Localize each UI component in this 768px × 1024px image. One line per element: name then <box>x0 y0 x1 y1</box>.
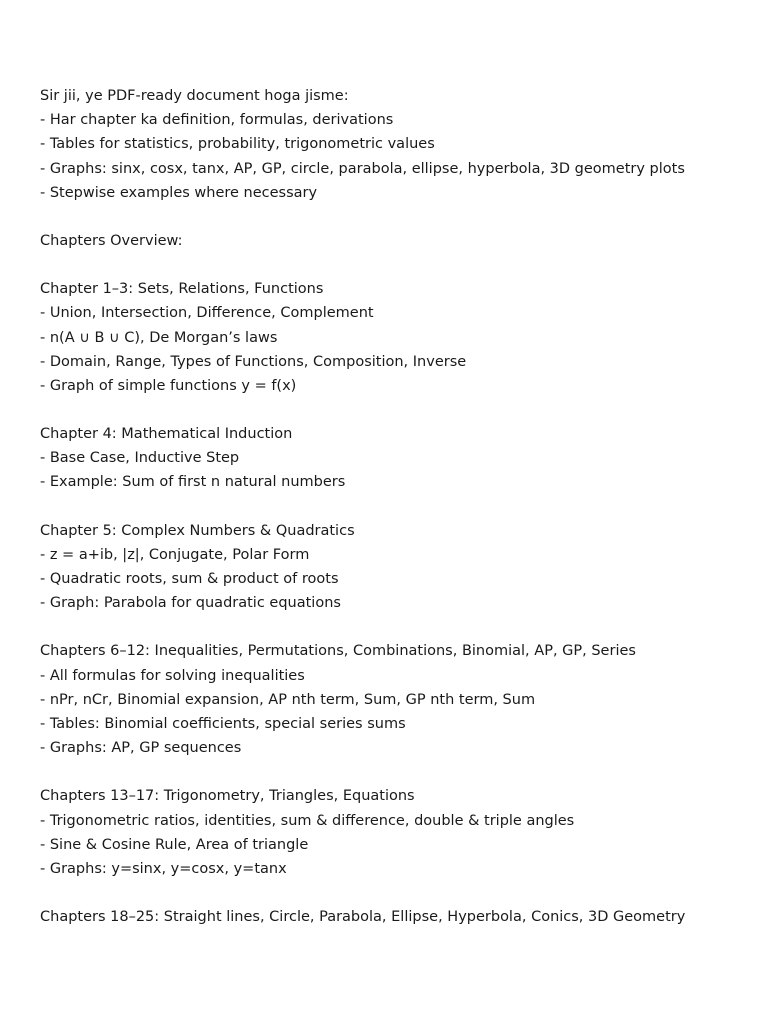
chapter-title: Chapter 5: Complex Numbers & Quadratics <box>40 522 355 539</box>
chapter-title: Chapters 13–17: Trigonometry, Triangles, Equations <box>40 788 415 805</box>
chapter-item: - Graph of simple functions y = f(x) <box>40 377 297 394</box>
spacer <box>40 497 727 521</box>
chapter-item: - nPr, nCr, Binomial expansion, AP nth term, Sum, GP nth term, Sum <box>40 691 536 708</box>
overview-title: Chapters Overview: <box>40 232 183 249</box>
spacer <box>40 617 727 641</box>
intro-item: - Har chapter ka definition, formulas, derivations <box>40 112 394 129</box>
document-page <box>40 86 727 931</box>
chapter-item: - Graphs: AP, GP sequences <box>40 740 242 757</box>
chapter-section <box>40 641 727 758</box>
intro-section <box>40 86 727 203</box>
spacer <box>40 207 727 231</box>
chapter-title: Chapters 18–25: Straight lines, Circle, Parabola, Ellipse, Hyperbola, Conics, 3D Geometry <box>40 909 686 926</box>
spacer <box>40 400 727 424</box>
spacer <box>40 883 727 907</box>
chapter-title: Chapter 1–3: Sets, Relations, Functions <box>40 281 324 298</box>
chapter-item: - Domain, Range, Types of Functions, Composition, Inverse <box>40 353 467 370</box>
intro-heading: Sir jii, ye PDF-ready document hoga jisme: <box>40 88 349 104</box>
chapter-item: - Example: Sum of first n natural numbers <box>40 474 346 491</box>
chapter-title: Chapter 4: Mathematical Induction <box>40 426 293 443</box>
chapter-section <box>40 907 727 927</box>
chapter-item: - Sine & Cosine Rule, Area of triangle <box>40 836 309 853</box>
chapter-item: - n(A ∪ B ∪ C), De Morgan’s laws <box>40 329 278 346</box>
intro-item: - Tables for statistics, probability, trigonometric values <box>40 136 435 153</box>
chapter-item: - Quadratic roots, sum & product of roots <box>40 571 339 587</box>
spacer <box>40 762 727 786</box>
chapter-section <box>40 279 727 396</box>
chapter-section <box>40 786 727 879</box>
spacer <box>40 255 727 279</box>
chapter-section <box>40 424 727 492</box>
chapter-item: - All formulas for solving inequalities <box>40 667 305 684</box>
chapter-item: - Trigonometric ratios, identities, sum & difference, double & triple angles <box>40 812 575 829</box>
intro-item: - Stepwise examples where necessary <box>40 184 318 201</box>
chapter-item: - Base Case, Inductive Step <box>40 450 240 467</box>
chapter-item: - Graph: Parabola for quadratic equations <box>40 595 341 612</box>
chapter-section <box>40 521 727 614</box>
chapter-item: - z = a+ib, |z|, Conjugate, Polar Form <box>40 546 310 563</box>
chapter-item: - Tables: Binomial coefficients, special series sums <box>40 715 406 732</box>
chapter-item: - Union, Intersection, Difference, Complement <box>40 305 374 322</box>
intro-item: - Graphs: sinx, cosx, tanx, AP, GP, circle, parabola, ellipse, hyperbola, 3D geometry plots <box>40 160 685 177</box>
chapter-title: Chapters 6–12: Inequalities, Permutations, Combinations, Binomial, AP, GP, Series <box>40 643 636 660</box>
chapter-item: - Graphs: y=sinx, y=cosx, y=tanx <box>40 860 287 877</box>
